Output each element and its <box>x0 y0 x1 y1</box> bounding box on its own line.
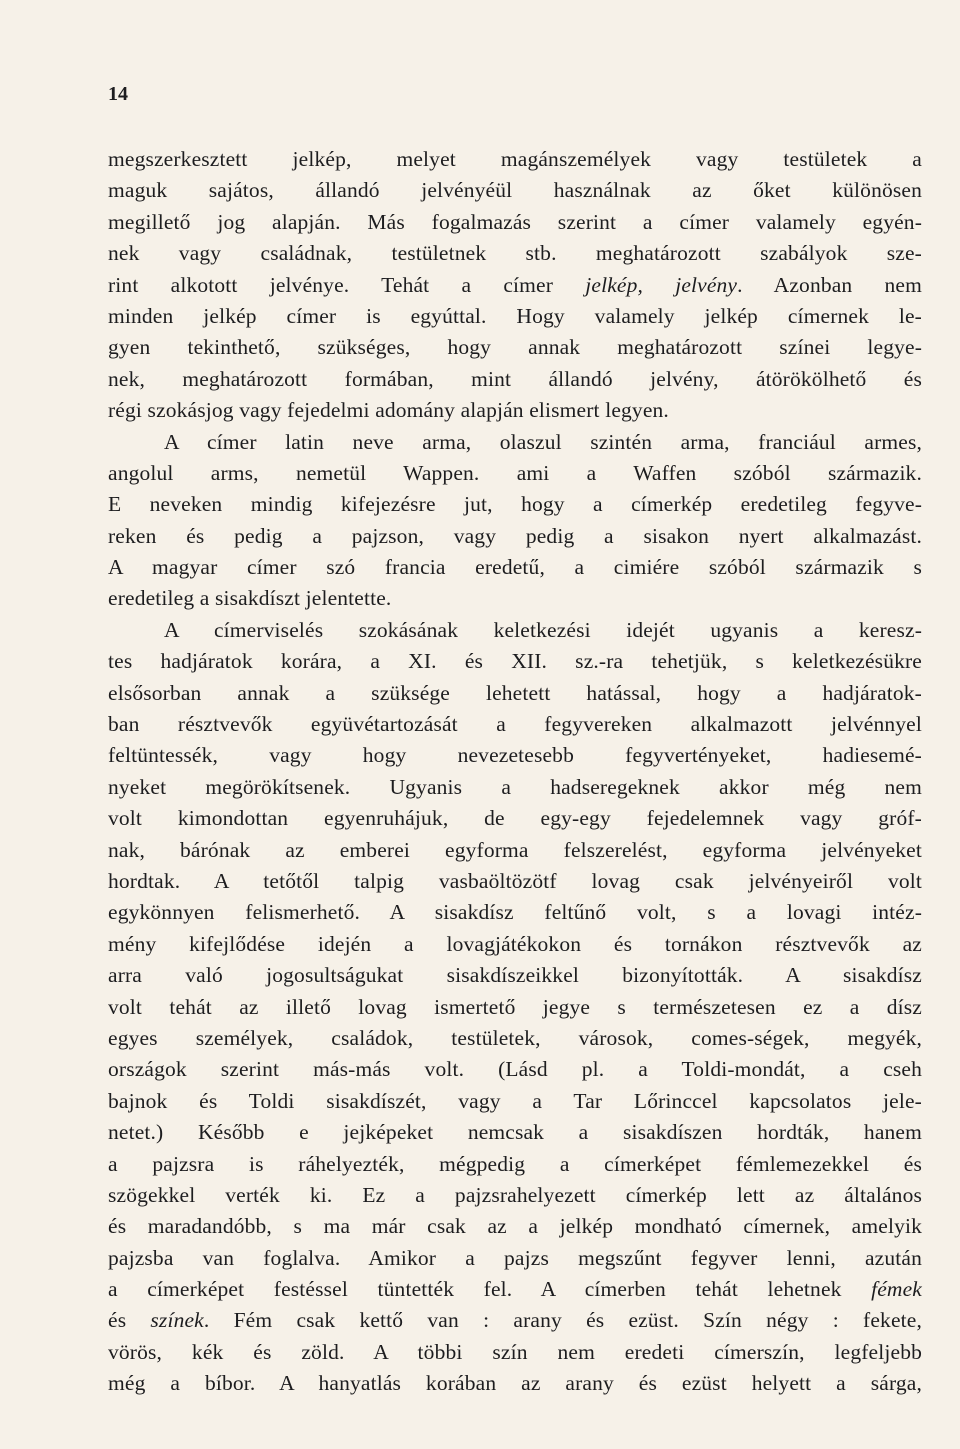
text-line: megszerkesztett jelkép, melyet magánszemélyek vagy testületek a <box>108 147 922 171</box>
text-fragment: . Fém csak kettő van : arany és ezüst. Szín négy : fekete, <box>203 1308 922 1333</box>
text-line: nak, bárónak az emberei egyforma felszerelést, egyforma jelvényeket <box>108 837 922 862</box>
text-line: minden jelkép címer is egyúttal. Hogy valamely jelkép címernek le- <box>108 303 922 328</box>
text-line: eredetileg a sisakdíszt jelentette. <box>108 586 392 611</box>
italic-term: jelkép, jelvény <box>585 272 738 297</box>
text-line: a pajzsra is ráhelyezték, mégpedig a címerképet fémlemezekkel és <box>108 1151 922 1176</box>
text-line: nek, meghatározott formában, mint állandó jelvény, átörökölhető és <box>108 366 922 391</box>
text-line: volt tehát az illető lovag ismertető jegye s természetesen ez a dísz <box>108 994 922 1019</box>
text-line: és maradandóbb, s ma már csak az a jelkép mondható címernek, amelyik <box>108 1214 922 1239</box>
italic-term: fémek <box>871 1277 922 1302</box>
text-line <box>108 1305 922 1336</box>
text-line: hordtak. A tetőtől talpig vasbaöltözötf lovag csak jelvényeiről volt <box>108 868 922 893</box>
text-line: gyen tekinthető, szükséges, hogy annak meghatározott színei legye- <box>108 335 922 360</box>
text-line: volt kimondottan egyenruhájuk, de egy-egy fejedelemnek vagy gróf- <box>108 806 922 831</box>
text-line: pajzsba van foglalva. Amikor a pajzs megszűnt fegyver lenni, azután <box>108 1245 922 1270</box>
text-fragment: rint alkotott jelvénye. Tehát a címer <box>108 272 586 297</box>
text-line: nek vagy családnak, testületnek stb. meghatározott szabályok sze- <box>108 241 922 266</box>
text-line: egykönnyen felismerhető. A sisakdísz feltűnő volt, s a lovagi intéz- <box>108 900 922 925</box>
text-line: ban résztvevők együvétartozását a fegyvereken alkalmazott jelvénnyel <box>108 712 922 737</box>
text-line: megillető jog alapján. Más fogalmazás szerint a címer valamely egyén- <box>108 209 922 234</box>
paragraph-first-line: A címerviselés szokásának keletkezési idejét ugyanis a keresz- <box>164 617 922 642</box>
text-line: reken és pedig a pajzson, vagy pedig a sisakon nyert alkalmazást. <box>108 523 922 548</box>
body-text <box>108 144 922 1400</box>
text-line: tes hadjáratok korára, a XI. és XII. sz.-ra tehetjük, s keletkezésükre <box>108 649 922 674</box>
text-line: régi szokásjog vagy fejedelmi adomány alapján elismert legyen. <box>108 398 669 423</box>
text-fragment: és <box>108 1308 151 1333</box>
paragraph-first-line: A címer latin neve arma, olaszul szintén arma, franciául armes, <box>164 429 922 454</box>
text-line: feltüntessék, vagy hogy nevezetesebb fegyvertényeket, hadiesemé- <box>108 743 922 768</box>
page-number: 14 <box>108 83 128 105</box>
text-line: A magyar címer szó francia eredetű, a cimiére szóból származik s <box>108 555 922 580</box>
text-line: E neveken mindig kifejezésre jut, hogy a címerkép eredetileg fegyve- <box>108 492 922 517</box>
text-line: egyes személyek, családok, testületek, városok, comes-ségek, megyék, <box>108 1025 922 1050</box>
text-line: nyeket megörökítsenek. Ugyanis a hadseregeknek akkor még nem <box>108 774 922 799</box>
text-fragment: a címerképet festéssel tüntették fel. A címerben tehát lehetnek <box>108 1277 872 1302</box>
text-fragment: . Azonban nem <box>737 272 922 297</box>
text-line <box>108 270 922 301</box>
text-line: vörös, kék és zöld. A többi szín nem eredeti címerszín, legfeljebb <box>108 1339 922 1364</box>
text-line: netet.) Később e jejképeket nemcsak a sisakdíszen hordták, hanem <box>108 1120 922 1145</box>
text-line: mény kifejlődése idején a lovagjátékokon és tornákon résztvevők az <box>108 931 922 956</box>
italic-term: színek <box>150 1308 204 1333</box>
text-line: maguk sajátos, állandó jelvényéül használnak az őket különösen <box>108 178 922 203</box>
text-line: szögekkel verték ki. Ez a pajzsrahelyezett címerkép lett az általános <box>108 1182 922 1207</box>
text-line: bajnok és Toldi sisakdíszét, vagy a Tar Lőrinccel kapcsolatos jele- <box>108 1088 922 1113</box>
text-line: elsősorban annak a szüksége lehetett hatással, hogy a hadjáratok- <box>108 680 922 705</box>
text-line: még a bíbor. A hanyatlás korában az arany és ezüst helyett a sárga, <box>108 1371 922 1396</box>
text-line: angolul arms, nemetül Wappen. ami a Waffen szóból származik. <box>108 460 922 485</box>
text-line: arra való jogosultságukat sisakdíszeikkel bizonyították. A sisakdísz <box>108 963 922 988</box>
text-line <box>108 1274 922 1305</box>
text-line: országok szerint más-más volt. (Lásd pl. a Toldi-mondát, a cseh <box>108 1057 922 1082</box>
